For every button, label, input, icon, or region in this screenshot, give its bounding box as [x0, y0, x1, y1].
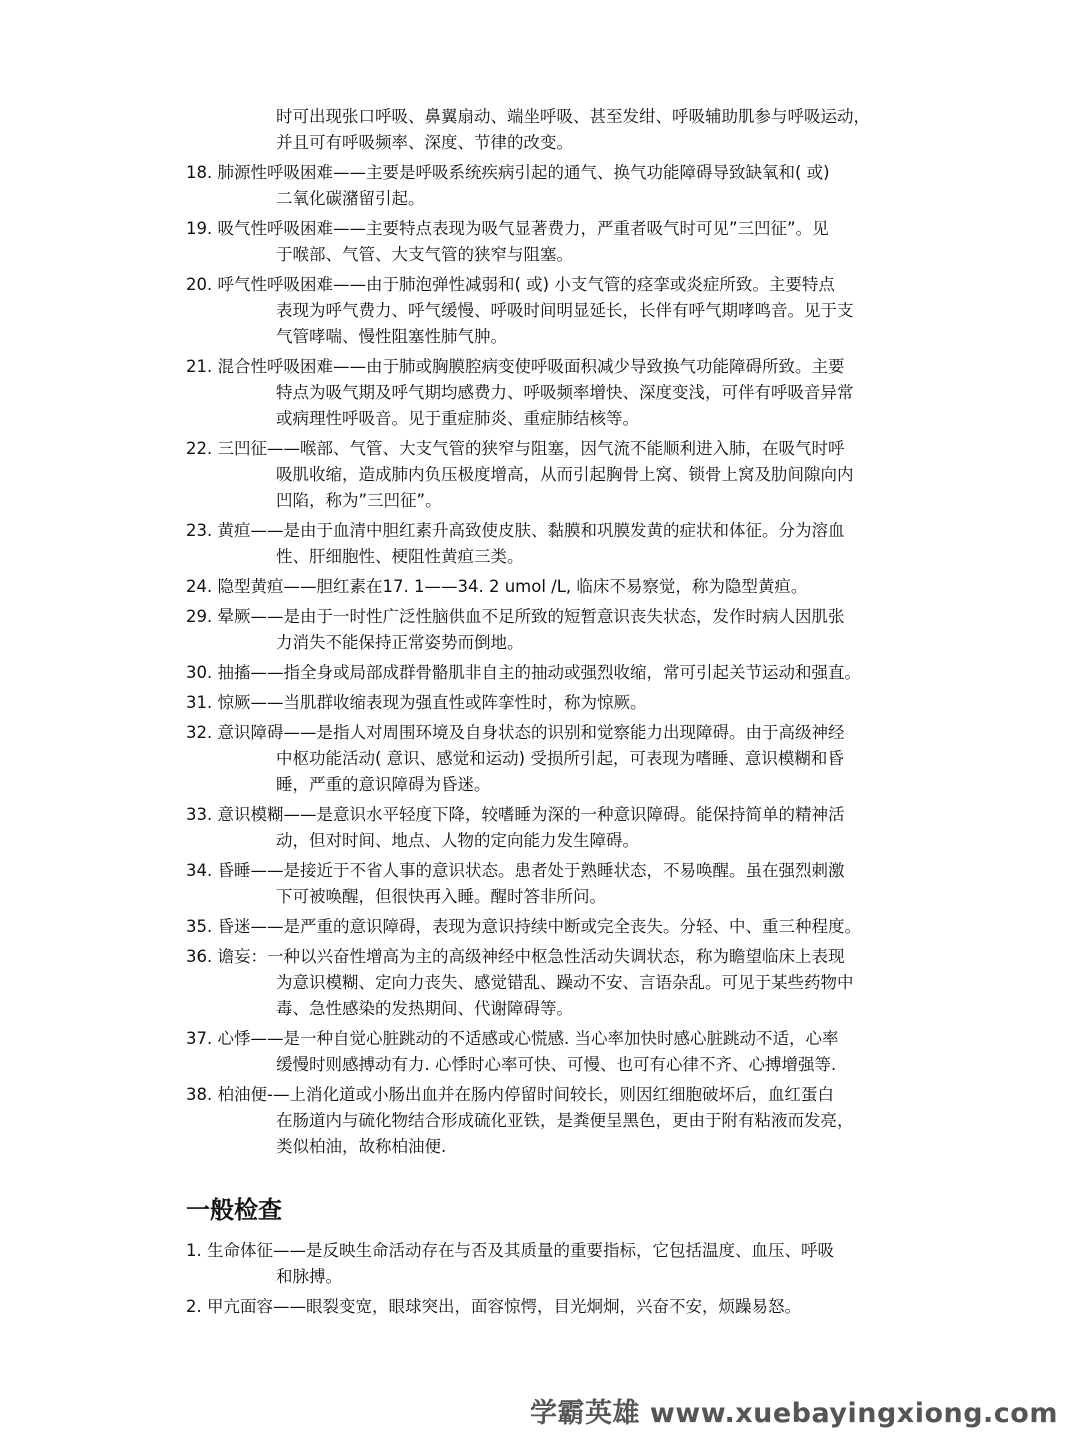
text-line: 29. 晕厥——是由于一时性广泛性脑供血不足所致的短暂意识丧失状态，发作时病人因肌张: [186, 607, 845, 626]
text-line: 在肠道内与硫化物结合形成硫化亚铁，是粪便呈黑色，更由于附有粘液而发亮，: [276, 1111, 854, 1130]
intro-paragraph: [186, 104, 898, 156]
term-30: [186, 660, 898, 686]
term-36: [186, 944, 898, 1022]
text-line: 22. 三凹征——喉部、气管、大支气管的狭窄与阻塞，因气流不能顺利进入肺，在吸气时呼: [186, 439, 845, 458]
section-heading: 一般检查: [186, 1196, 282, 1224]
text-line: 36. 谵妄：一种以兴奋性增高为主的高级神经中枢急性活动失调状态，称为瞻望临床上表现: [186, 947, 845, 966]
text-line: 35. 昏迷——是严重的意识障碍，表现为意识持续中断或完全丧失。分轻、中、重三种程度。: [186, 917, 861, 936]
text-line: 时可出现张口呼吸、鼻翼扇动、端坐呼吸、甚至发绀、呼吸辅助肌参与呼吸运动，: [276, 107, 870, 126]
text-line: 20. 呼气性呼吸困难——由于肺泡弹性减弱和( 或) 小支气管的痉挛或炎症所致。主要特点: [186, 275, 835, 294]
text-line: 于喉部、气管、大支气管的狭窄与阻塞。: [276, 245, 573, 264]
text-line: 特点为吸气期及呼气期均感费力、呼吸频率增快、深度变浅，可伴有呼吸音异常: [276, 383, 854, 402]
text-line: 中枢功能活动( 意识、感觉和运动) 受损所引起，可表现为嗜睡、意识模糊和昏: [276, 749, 844, 768]
watermark: 学霸英雄 www.xuebayingxiong.com: [529, 1398, 1058, 1429]
text-line: 并且可有呼吸频率、深度、节律的改变。: [276, 133, 573, 152]
text-line: 31. 惊厥——当肌群收缩表现为强直性或阵挛性时，称为惊厥。: [186, 693, 647, 712]
term-24: [186, 574, 898, 600]
text-line: 睡，严重的意识障碍为昏迷。: [276, 775, 491, 794]
text-line: 下可被唤醒，但很快再入睡。醒时答非所问。: [276, 887, 606, 906]
text-line: 34. 昏睡——是接近于不省人事的意识状态。患者处于熟睡状态，不易唤醒。虽在强烈刺激: [186, 861, 845, 880]
term-18: [186, 160, 898, 212]
text-line: 缓慢时则感搏动有力. 心悸时心率可快、可慢、也可有心律不齐、心搏增强等.: [276, 1055, 837, 1074]
exam-item-1: [186, 1238, 898, 1290]
term-34: [186, 858, 898, 910]
text-line: 21. 混合性呼吸困难——由于肺或胸膜腔病变使呼吸面积减少导致换气功能障碍所致。主要: [186, 357, 845, 376]
text-line: 24. 隐型黄疸——胆红素在17. 1——34. 2 umol /L, 临床不易察觉，称为隐型黄疸。: [186, 577, 808, 596]
term-37: [186, 1026, 898, 1078]
text-line: 23. 黄疸——是由于血清中胆红素升高致使皮肤、黏膜和巩膜发黄的症状和体征。分为溶血: [186, 521, 845, 540]
text-line: 二氧化碳潴留引起。: [276, 189, 425, 208]
term-31: [186, 690, 898, 716]
term-33: [186, 802, 898, 854]
text-line: 为意识模糊、定向力丧失、感觉错乱、躁动不安、言语杂乱。可见于某些药物中: [276, 973, 854, 992]
exam-item-2: [186, 1294, 898, 1320]
text-line: 性、肝细胞性、梗阻性黄疸三类。: [276, 547, 524, 566]
term-32: [186, 720, 898, 798]
text-line: 毒、急性感染的发热期间、代谢障碍等。: [276, 999, 573, 1018]
text-line: 力消失不能保持正常姿势而倒地。: [276, 633, 524, 652]
text-line: 表现为呼气费力、呼气缓慢、呼吸时间明显延长，长伴有呼气期哮鸣音。见于支: [276, 301, 854, 320]
text-line: 32. 意识障碍——是指人对周围环境及自身状态的识别和觉察能力出现障碍。由于高级神经: [186, 723, 845, 742]
text-line: 2. 甲亢面容——眼裂变宽，眼球突出，面容惊愕，目光炯炯，兴奋不安，烦躁易怒。: [186, 1297, 801, 1316]
text-line: 类似柏油，故称柏油便.: [276, 1137, 447, 1156]
term-29: [186, 604, 898, 656]
term-19: [186, 216, 898, 268]
text-line: 37. 心悸——是一种自觉心脏跳动的不适感或心慌感. 当心率加快时感心脏跳动不适，心率: [186, 1029, 839, 1048]
term-38: [186, 1082, 898, 1160]
text-line: 19. 吸气性呼吸困难——主要特点表现为吸气显著费力，严重者吸气时可见”三凹征”。见: [186, 219, 829, 238]
term-21: [186, 354, 898, 432]
document-body: [186, 104, 898, 1324]
term-22: [186, 436, 898, 514]
term-23: [186, 518, 898, 570]
text-line: 凹陷，称为”三凹征”。: [276, 491, 442, 510]
text-line: 或病理性呼吸音。见于重症肺炎、重症肺结核等。: [276, 409, 639, 428]
text-line: 18. 肺源性呼吸困难——主要是呼吸系统疾病引起的通气、换气功能障碍导致缺氧和( 或): [186, 163, 830, 182]
text-line: 38. 柏油便-—上消化道或小肠出血并在肠内停留时间较长，则因红细胞破坏后，血红蛋白: [186, 1085, 834, 1104]
text-line: 吸肌收缩，造成肺内负压极度增高，从而引起胸骨上窝、锁骨上窝及肋间隙向内: [276, 465, 854, 484]
text-line: 1. 生命体征——是反映生命活动存在与否及其质量的重要指标，它包括温度、血压、呼吸: [186, 1241, 834, 1260]
text-line: 30. 抽搐——指全身或局部成群骨骼肌非自主的抽动或强烈收缩，常可引起关节运动和强直。: [186, 663, 861, 682]
term-35: [186, 914, 898, 940]
text-line: 33. 意识模糊——是意识水平轻度下降，较嗜睡为深的一种意识障碍。能保持简单的精神活: [186, 805, 845, 824]
text-line: 气管哮喘、慢性阻塞性肺气肿。: [276, 327, 507, 346]
text-line: 和脉搏。: [276, 1267, 342, 1286]
term-20: [186, 272, 898, 350]
text-line: 动，但对时间、地点、人物的定向能力发生障碍。: [276, 831, 639, 850]
